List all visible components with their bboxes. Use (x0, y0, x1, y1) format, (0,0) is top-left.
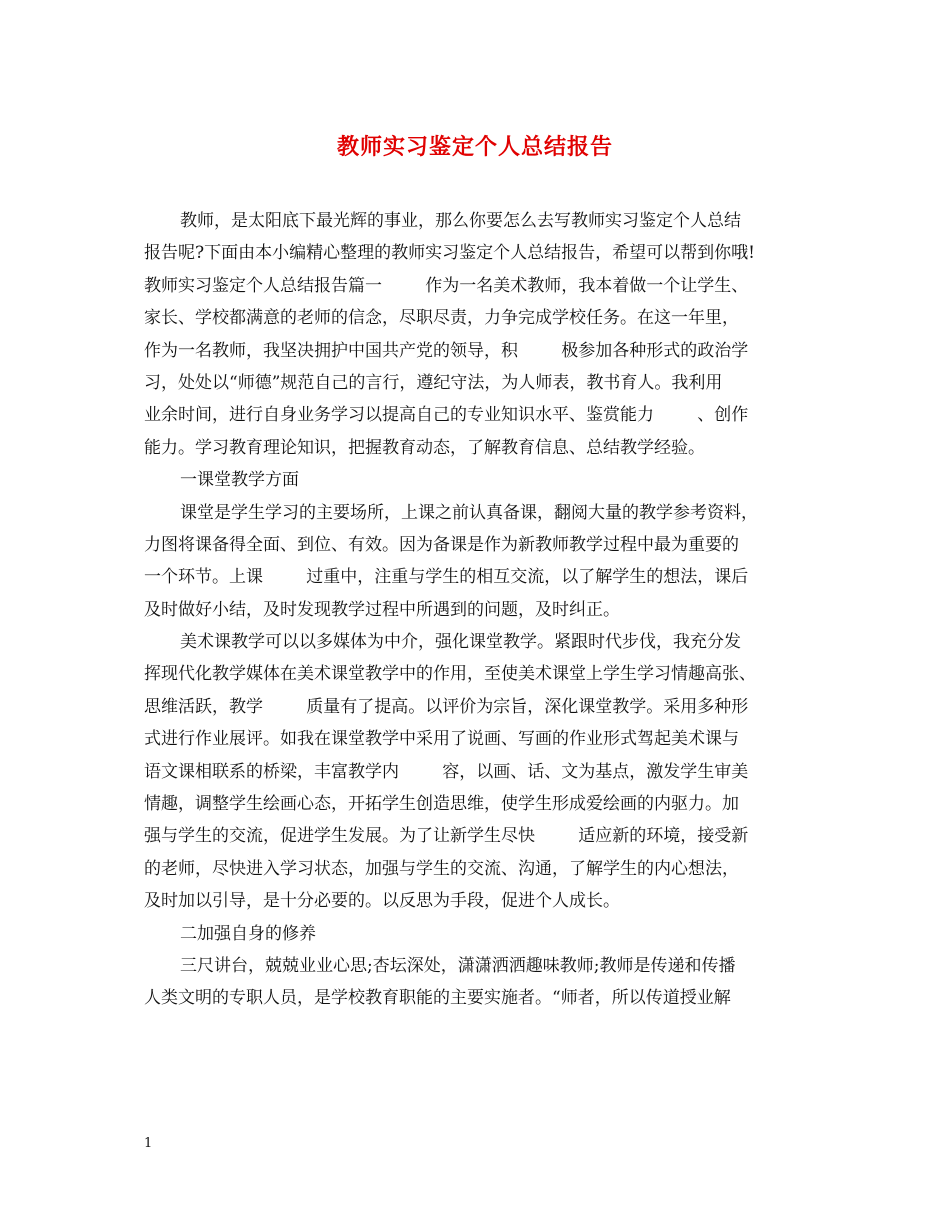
section-heading: 一课堂教学方面 (180, 470, 299, 491)
text-line: 及时加以引导，是十分必要的。以反思为手段，促进个人成长。 (144, 891, 620, 912)
text-line: 挥现代化教学媒体在美术课堂教学中的作用，至使美术课堂上学生学习情趣高张、 (144, 664, 756, 685)
text-line: 人类文明的专职人员，是学校教育职能的主要实施者。“师者，所以传道授业解 (144, 988, 731, 1009)
text-line: 教师实习鉴定个人总结报告篇一 作为一名美术教师，我本着做一个让学生、 (144, 275, 749, 296)
text-line: 家长、学校都满意的老师的信念，尽职尽责，力争完成学校任务。在这一年里， (144, 308, 739, 329)
text-line: 思维活跃，教学 质量有了提高。以评价为宗旨，深化课堂教学。采用多种形 (144, 696, 749, 717)
text-line: 能力。学习教育理论知识，把握教育动态，了解教育信息、总结教学经验。 (144, 437, 705, 458)
text-line: 语文课相联系的桥梁，丰富教学内 容，以画、话、文为基点，激发学生审美 (144, 761, 749, 782)
text-line: 的老师，尽快进入学习状态，加强与学生的交流、沟通，了解学生的内心想法， (144, 858, 739, 879)
text-line: 作为一名教师，我坚决拥护中国共产党的领导，积 极参加各种形式的政治学 (144, 340, 749, 361)
text-line: 三尺讲台，兢兢业业心思;杏坛深处，潇潇洒洒趣味教师;教师是传递和传播 (180, 955, 736, 976)
text-line: 一个环节。上课 过重中，注重与学生的相互交流，以了解学生的想法，课后 (144, 567, 749, 588)
text-line: 力图将课备得全面、到位、有效。因为备课是作为新教师教学过程中最为重要的 (144, 534, 739, 555)
text-line: 及时做好小结，及时发现教学过程中所遇到的问题，及时纠正。 (144, 599, 620, 620)
text-line: 习，处处以“师德”规范自己的言行，遵纪守法，为人师表，教书育人。我利用 (144, 372, 723, 393)
text-line: 报告呢?下面由本小编精心整理的教师实习鉴定个人总结报告，希望可以帮到你哦! (144, 243, 755, 264)
text-line: 强与学生的交流，促进学生发展。为了让新学生尽快 适应新的环境，接受新 (144, 826, 749, 847)
text-line: 情趣，调整学生绘画心态，开拓学生创造思维，使学生形成爱绘画的内驱力。加 (144, 794, 739, 815)
body-text (144, 205, 816, 1015)
page-title: 教师实习鉴定个人总结报告 (336, 134, 613, 160)
text-line: 式进行作业展评。如我在课堂教学中采用了说画、写画的作业形式驾起美术课与 (144, 729, 739, 750)
page-number: 1 (144, 1136, 153, 1151)
section-heading: 二加强自身的修养 (180, 923, 316, 944)
text-line: 业余时间，进行自身业务学习以提高自己的专业知识水平、鉴赏能力 、创作 (144, 405, 749, 426)
text-line: 课堂是学生学习的主要场所，上课之前认真备课，翻阅大量的教学参考资料， (180, 502, 758, 523)
text-line: 教师，是太阳底下最光辉的事业，那么你要怎么去写教师实习鉴定个人总结 (180, 211, 741, 231)
text-line: 美术课教学可以以多媒体为中介，强化课堂教学。紧跟时代步伐，我充分发 (180, 632, 741, 653)
